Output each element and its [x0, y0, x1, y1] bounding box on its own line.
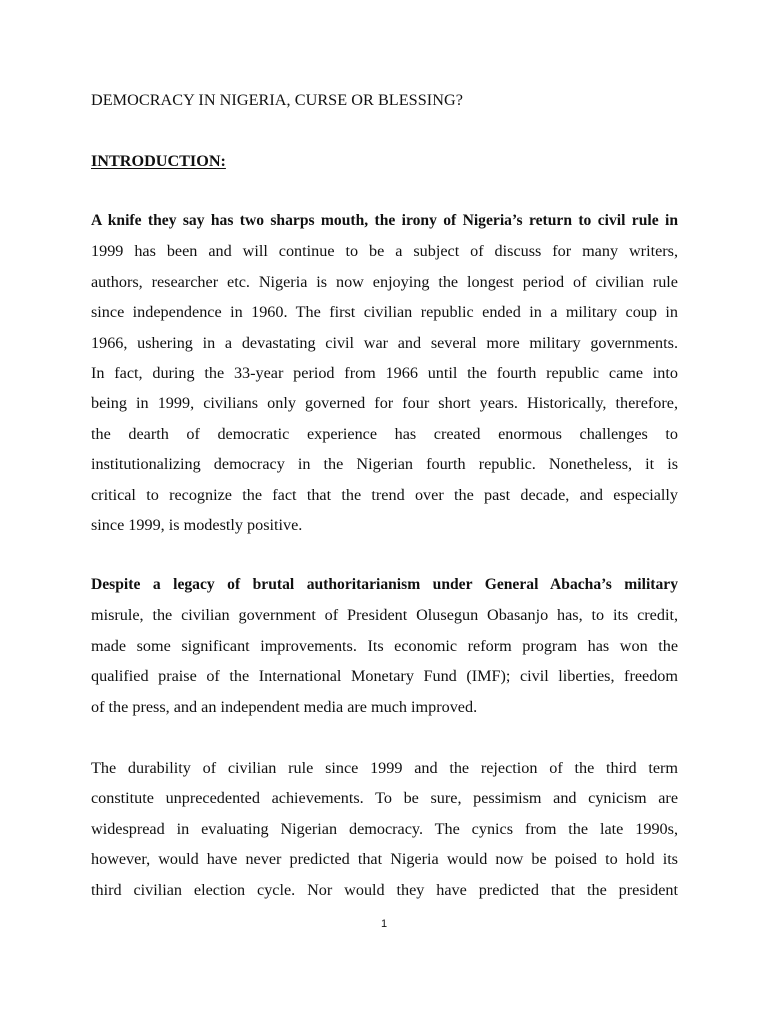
page-number: 1	[380, 918, 388, 930]
paragraph-line: however, would have never predicted that Nigeria would now be poised to hold its	[91, 850, 678, 869]
paragraph-line: institutionalizing democracy in the Nigerian fourth republic. Nonetheless, it is	[91, 455, 678, 474]
paragraph-line: since independence in 1960. The first civilian republic ended in a military coup in	[91, 303, 678, 322]
paragraph-line: since 1999, is modestly positive.	[91, 516, 303, 535]
paragraph-line: widespread in evaluating Nigerian democracy. The cynics from the late 1990s,	[91, 819, 678, 838]
paragraph-line: made some significant improvements. Its economic reform program has won the	[91, 636, 678, 655]
paragraph-line: In fact, during the 33-year period from 1966 until the fourth republic came into	[91, 364, 678, 383]
paragraph-line: critical to recognize the fact that the trend over the past decade, and especially	[91, 485, 678, 504]
paragraph-line: being in 1999, civilians only governed for four short years. Historically, therefore,	[91, 394, 678, 413]
paragraph-1	[91, 206, 678, 540]
paragraph-line: of the press, and an independent media are much improved.	[91, 697, 478, 716]
paragraph-2	[91, 570, 678, 722]
paragraph-line: Despite a legacy of brutal authoritarianism under General Abacha’s military	[91, 576, 678, 593]
paragraph-line: The durability of civilian rule since 1999 and the rejection of the third term	[91, 759, 678, 777]
paragraph-line: 1999 has been and will continue to be a subject of discuss for many writers,	[91, 242, 678, 261]
paragraph-line: authors, researcher etc. Nigeria is now enjoying the longest period of civilian rule	[91, 272, 678, 291]
paragraph-3	[91, 753, 678, 905]
paragraph-line: A knife they say has two sharps mouth, the irony of Nigeria’s return to civil rule in	[91, 212, 678, 229]
section-heading-introduction: INTRODUCTION:	[91, 152, 226, 170]
document-title: DEMOCRACY IN NIGERIA, CURSE OR BLESSING?	[91, 91, 463, 109]
paragraph-line: qualified praise of the International Monetary Fund (IMF); civil liberties, freedom	[91, 667, 678, 686]
paragraph-line: the dearth of democratic experience has created enormous challenges to	[91, 424, 678, 443]
paragraph-line: misrule, the civilian government of President Olusegun Obasanjo has, to its credit,	[91, 606, 678, 625]
paragraph-line: third civilian election cycle. Nor would they have predicted that the president	[91, 880, 678, 899]
paragraph-line: constitute unprecedented achievements. To be sure, pessimism and cynicism are	[91, 789, 678, 808]
paragraph-line: 1966, ushering in a devastating civil war and several more military governments.	[91, 333, 678, 352]
